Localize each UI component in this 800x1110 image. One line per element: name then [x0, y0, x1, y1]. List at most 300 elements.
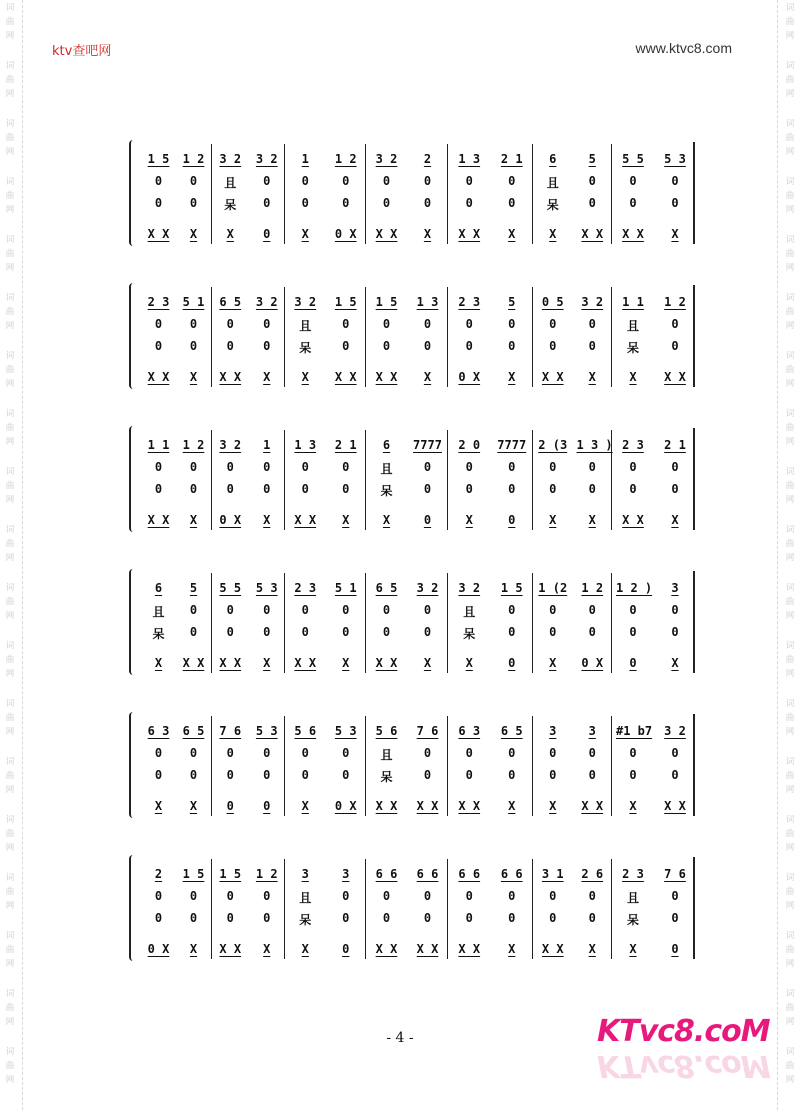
watermark-glyph: 曲: [5, 945, 15, 955]
notation-cell: 0 X: [458, 370, 481, 384]
notation-cell: 3: [342, 867, 350, 881]
notation-cell: 1 2: [334, 152, 357, 166]
notation-cell: 0: [189, 603, 198, 617]
notation-cell: 2 3: [622, 438, 644, 452]
notation-cell: 0: [508, 513, 516, 527]
notation-cell: X X: [375, 656, 398, 670]
notation-cell: 5 5: [622, 152, 644, 166]
notation-cell: 0: [629, 174, 637, 188]
site-name-header: ktv查吧网: [52, 44, 112, 59]
notation-cell: 0: [588, 317, 596, 331]
system-brace: [129, 426, 137, 532]
notation-cell: 呆: [299, 913, 312, 927]
watermark-glyph: 网: [785, 1075, 795, 1085]
notation-cell: 1 1: [622, 295, 644, 309]
measure: [211, 859, 285, 959]
measure: [284, 287, 366, 387]
notation-cell: 7 6: [416, 724, 439, 738]
notation-cell: 0: [189, 482, 198, 496]
notation-cell: X X: [416, 942, 439, 956]
notation-cell: 0: [423, 317, 432, 331]
notation-cell: 0: [423, 746, 432, 760]
watermark-glyph: 曲: [5, 1003, 15, 1013]
notation-cell: 0: [154, 889, 163, 903]
notation-cell: 0: [508, 339, 516, 353]
notation-cell: 0: [189, 196, 198, 210]
notation-cell: 0: [588, 625, 596, 639]
notation-cell: 0: [263, 889, 271, 903]
system-end-barline: [693, 714, 695, 816]
watermark-glyph: 词: [785, 641, 795, 651]
measure: [365, 573, 448, 673]
notation-cell: 0: [671, 339, 679, 353]
notation-cell: 0: [301, 625, 309, 639]
notation-cell: X X: [664, 799, 686, 813]
notation-cell: 0: [226, 317, 234, 331]
notation-cell: 1 3: [458, 152, 481, 166]
notation-cell: 0: [301, 603, 309, 617]
notation-cell: 呆: [299, 341, 312, 355]
notation-cell: 0: [508, 482, 516, 496]
watermark-glyph: 词: [5, 641, 15, 651]
notation-cell: 0: [263, 799, 271, 813]
watermark-glyph: 曲: [785, 597, 795, 607]
notation-cell: 3: [588, 724, 596, 738]
notation-cell: 0: [154, 482, 163, 496]
notation-cell: X: [301, 799, 309, 813]
watermark-glyph: 曲: [5, 481, 15, 491]
watermark-glyph: 曲: [785, 133, 795, 143]
notation-cell: 1 5: [182, 867, 205, 881]
notation-cell: 0: [189, 768, 198, 782]
notation-cell: 0: [465, 196, 473, 210]
watermark-glyph: 词: [785, 3, 795, 13]
system-brace: [129, 855, 137, 961]
measure: [532, 287, 612, 387]
measure: [211, 144, 285, 244]
score-system: [129, 712, 695, 818]
notation-cell: X: [508, 942, 516, 956]
notation-cell: 1 (2: [538, 581, 568, 595]
notation-cell: X: [588, 942, 596, 956]
notation-cell: X: [671, 656, 679, 670]
notation-cell: 0: [671, 196, 679, 210]
notation-cell: 0: [189, 317, 198, 331]
notation-cell: 0: [342, 889, 350, 903]
watermark-glyph: 网: [785, 843, 795, 853]
page-number: - 4 -: [386, 1030, 414, 1046]
watermark-glyph: 曲: [5, 829, 15, 839]
notation-cell: 0: [671, 482, 679, 496]
watermark-glyph: 网: [5, 147, 15, 157]
notation-cell: 0: [226, 625, 234, 639]
notation-cell: 0: [423, 513, 432, 527]
notation-cell: 3 2: [581, 295, 604, 309]
measure: [284, 430, 366, 530]
watermark-glyph: 网: [5, 959, 15, 969]
notation-cell: 5 1: [334, 581, 357, 595]
notation-cell: 0: [549, 746, 557, 760]
notation-cell: 0: [382, 174, 391, 188]
measure: [365, 430, 448, 530]
notation-cell: 1 5: [147, 152, 170, 166]
notation-cell: 0: [301, 482, 309, 496]
measure: [365, 144, 448, 244]
watermark-glyph: 词: [5, 409, 15, 419]
notation-cell: 3 2: [375, 152, 398, 166]
notation-cell: 0: [226, 482, 234, 496]
watermark-glyph: 网: [785, 437, 795, 447]
notation-cell: 3: [301, 867, 309, 881]
watermark-glyph: 网: [785, 611, 795, 621]
notation-cell: 0: [342, 625, 350, 639]
measure: [211, 573, 285, 673]
notation-cell: 3: [549, 724, 557, 738]
notation-cell: X X: [458, 227, 481, 241]
measure: [284, 716, 366, 816]
notation-cell: 1 1: [147, 438, 170, 452]
notation-cell: 0: [226, 339, 234, 353]
notation-cell: 0 5: [541, 295, 564, 309]
watermark-glyph: 词: [785, 61, 795, 71]
measure: [141, 430, 211, 530]
watermark-glyph: 网: [5, 727, 15, 737]
notation-cell: 6: [382, 438, 391, 452]
score-system: [129, 283, 695, 389]
notation-cell: 0: [423, 482, 432, 496]
measure: [532, 716, 612, 816]
notation-cell: 0: [382, 625, 391, 639]
notation-cell: 0: [342, 603, 350, 617]
notation-cell: 1: [301, 152, 309, 166]
notation-cell: 0: [465, 768, 473, 782]
notation-cell: 2 1: [664, 438, 686, 452]
ktvc8-logo-reflection: KTvc8.coM: [597, 1048, 770, 1083]
notation-cell: 7777: [413, 438, 442, 452]
measure: [211, 716, 285, 816]
system-brace: [129, 283, 137, 389]
watermark-glyph: 词: [5, 293, 15, 303]
watermark-glyph: 曲: [785, 249, 795, 259]
notation-cell: 0: [508, 911, 516, 925]
notation-cell: 0: [465, 317, 473, 331]
notation-cell: 0: [465, 174, 473, 188]
watermark-glyph: 词: [5, 235, 15, 245]
notation-cell: 1 5: [334, 295, 357, 309]
measure: [447, 716, 533, 816]
measure: [141, 573, 211, 673]
notation-cell: 且: [380, 462, 393, 476]
notation-cell: 1 2: [581, 581, 604, 595]
notation-cell: 0: [342, 174, 350, 188]
watermark-glyph: 网: [5, 553, 15, 563]
notation-cell: X: [342, 656, 350, 670]
notation-cell: 0: [508, 460, 516, 474]
notation-cell: X: [549, 227, 557, 241]
notation-cell: X X: [541, 942, 564, 956]
notation-cell: 0: [629, 768, 637, 782]
system-end-barline: [693, 571, 695, 673]
notation-cell: X: [629, 942, 637, 956]
notation-cell: 5: [508, 295, 516, 309]
notation-cell: 0: [549, 911, 557, 925]
watermark-glyph: 网: [5, 669, 15, 679]
watermark-glyph: 曲: [5, 249, 15, 259]
notation-cell: 3 2: [458, 581, 481, 595]
notation-cell: X: [263, 942, 271, 956]
notation-cell: 2: [423, 152, 432, 166]
notation-cell: X: [301, 370, 309, 384]
notation-cell: 1 3: [416, 295, 439, 309]
watermark-glyph: 网: [5, 843, 15, 853]
notation-cell: X X: [294, 656, 317, 670]
notation-cell: 0: [508, 317, 516, 331]
watermark-glyph: 词: [5, 583, 15, 593]
notation-cell: 2 1: [334, 438, 357, 452]
notation-cell: 1 5: [500, 581, 523, 595]
notation-cell: 0: [342, 339, 350, 353]
notation-cell: X: [342, 513, 350, 527]
notation-cell: 0: [629, 746, 637, 760]
notation-cell: 且: [152, 605, 165, 619]
notation-cell: 2 3: [147, 295, 170, 309]
watermark-glyph: 网: [5, 321, 15, 331]
notation-cell: X: [549, 513, 557, 527]
notation-cell: 呆: [626, 913, 639, 927]
watermark-glyph: 曲: [785, 191, 795, 201]
notation-cell: 0: [226, 911, 234, 925]
notation-cell: 5 6: [375, 724, 398, 738]
watermark-glyph: 网: [5, 1017, 15, 1027]
measure: [365, 716, 448, 816]
system-end-barline: [693, 428, 695, 530]
notation-cell: 0: [154, 460, 163, 474]
notation-cell: 0: [549, 317, 557, 331]
notation-cell: 0: [671, 942, 679, 956]
notation-cell: 0: [508, 656, 516, 670]
notation-cell: 0: [154, 746, 163, 760]
system-brace: [129, 569, 137, 675]
notation-cell: 0: [465, 889, 473, 903]
watermark-glyph: 网: [5, 611, 15, 621]
notation-cell: 0: [263, 317, 271, 331]
notation-cell: 0: [263, 625, 271, 639]
notation-cell: X: [382, 513, 391, 527]
watermark-glyph: 网: [785, 321, 795, 331]
measure: [211, 287, 285, 387]
measure: [611, 716, 696, 816]
measure: [611, 430, 696, 530]
watermark-glyph: 词: [5, 119, 15, 129]
notation-cell: 0: [342, 942, 350, 956]
notation-cell: X X: [622, 227, 644, 241]
notation-cell: X X: [219, 656, 242, 670]
watermark-glyph: 网: [5, 1075, 15, 1085]
watermark-glyph: 网: [785, 901, 795, 911]
watermark-glyph: 曲: [5, 365, 15, 375]
notation-cell: 3 2: [255, 295, 278, 309]
system-brace: [129, 140, 137, 246]
notation-cell: 0: [671, 889, 679, 903]
notation-cell: 且: [299, 891, 312, 905]
notation-cell: 0: [263, 603, 271, 617]
watermark-glyph: 曲: [785, 17, 795, 27]
watermark-glyph: 曲: [785, 945, 795, 955]
watermark-glyph: 网: [5, 89, 15, 99]
notation-cell: 0: [382, 889, 391, 903]
notation-cell: 3 1: [541, 867, 564, 881]
notation-cell: 0: [588, 603, 596, 617]
notation-cell: 0: [263, 227, 271, 241]
notation-cell: 2 0: [458, 438, 481, 452]
watermark-glyph: 词: [785, 931, 795, 941]
notation-cell: 呆: [224, 198, 237, 212]
notation-cell: 0 X: [334, 799, 357, 813]
notation-cell: 0 X: [334, 227, 357, 241]
notation-cell: 呆: [380, 484, 393, 498]
watermark-glyph: 词: [5, 351, 15, 361]
measure: [611, 287, 696, 387]
notation-cell: 0: [226, 460, 234, 474]
notation-cell: 0: [342, 317, 350, 331]
watermark-glyph: 曲: [5, 307, 15, 317]
notation-cell: 6: [549, 152, 557, 166]
watermark-glyph: 网: [5, 205, 15, 215]
notation-cell: X: [588, 370, 596, 384]
notation-cell: 3 2: [219, 152, 242, 166]
watermark-glyph: 词: [785, 989, 795, 999]
watermark-glyph: 网: [5, 495, 15, 505]
watermark-glyph: 曲: [785, 307, 795, 317]
watermark-glyph: 词: [5, 699, 15, 709]
score-system: [129, 426, 695, 532]
notation-cell: 0: [263, 746, 271, 760]
notation-cell: X: [508, 227, 516, 241]
notation-cell: 0: [588, 174, 596, 188]
watermark-glyph: 词: [785, 467, 795, 477]
notation-cell: 0: [423, 889, 432, 903]
watermark-glyph: 网: [785, 553, 795, 563]
notation-cell: 5 3: [664, 152, 686, 166]
watermark-glyph: 曲: [785, 771, 795, 781]
notation-cell: 0: [588, 768, 596, 782]
watermark-glyph: 词: [785, 1047, 795, 1057]
notation-cell: X X: [375, 227, 398, 241]
notation-cell: 0: [508, 603, 516, 617]
watermark-glyph: 曲: [5, 423, 15, 433]
notation-cell: X: [549, 656, 557, 670]
watermark-glyph: 网: [785, 727, 795, 737]
notation-cell: 0: [549, 339, 557, 353]
watermark-glyph: 曲: [785, 481, 795, 491]
notation-cell: 3 2: [294, 295, 317, 309]
measure: [141, 716, 211, 816]
notation-cell: X X: [416, 799, 439, 813]
notation-cell: X X: [147, 370, 170, 384]
watermark-glyph: 网: [5, 379, 15, 389]
measure: [611, 859, 696, 959]
measure: [284, 859, 366, 959]
notation-cell: 7 6: [664, 867, 686, 881]
watermark-glyph: 曲: [5, 539, 15, 549]
notation-cell: 3 2: [416, 581, 439, 595]
ktvc8-logo: [597, 1014, 770, 1049]
notation-cell: X X: [541, 370, 564, 384]
watermark-glyph: 词: [5, 3, 15, 13]
notation-cell: X X: [219, 942, 242, 956]
notation-cell: 6 6: [416, 867, 439, 881]
measure: [447, 859, 533, 959]
notation-cell: 呆: [626, 341, 639, 355]
notation-cell: X: [263, 513, 271, 527]
notation-cell: 0: [423, 768, 432, 782]
watermark-glyph: 网: [785, 205, 795, 215]
notation-cell: 0: [263, 460, 271, 474]
notation-cell: 5 3: [255, 724, 278, 738]
notation-cell: 0: [342, 768, 350, 782]
notation-cell: 0: [465, 911, 473, 925]
notation-cell: 0: [226, 799, 234, 813]
notation-cell: X: [189, 513, 198, 527]
notation-cell: 0: [671, 911, 679, 925]
watermark-glyph: 网: [785, 669, 795, 679]
notation-cell: 2 3: [458, 295, 481, 309]
watermark-glyph: 网: [5, 437, 15, 447]
notation-cell: 0: [226, 746, 234, 760]
notation-cell: 0: [301, 768, 309, 782]
notation-cell: 0: [382, 339, 391, 353]
measure: [447, 144, 533, 244]
notation-cell: 0: [549, 889, 557, 903]
notation-cell: 6 5: [500, 724, 523, 738]
notation-cell: 0: [301, 460, 309, 474]
watermark-glyph: 曲: [785, 1003, 795, 1013]
notation-cell: 0: [671, 625, 679, 639]
measure: [611, 573, 696, 673]
notation-cell: X X: [622, 513, 644, 527]
notation-cell: 0: [226, 889, 234, 903]
notation-cell: 0 X: [581, 656, 604, 670]
watermark-glyph: 词: [785, 815, 795, 825]
watermark-glyph: 曲: [785, 655, 795, 665]
notation-cell: 0: [226, 768, 234, 782]
notation-cell: X X: [458, 942, 481, 956]
notation-cell: X X: [375, 799, 398, 813]
watermark-glyph: 曲: [785, 1061, 795, 1071]
notation-cell: 0: [508, 196, 516, 210]
watermark-glyph: 词: [785, 119, 795, 129]
notation-cell: 0: [189, 174, 198, 188]
score-system: [129, 569, 695, 675]
notation-cell: X: [154, 799, 163, 813]
watermark-glyph: 曲: [5, 887, 15, 897]
watermark-glyph: 词: [785, 235, 795, 245]
notation-cell: 0: [629, 625, 637, 639]
notation-cell: 1 2: [182, 152, 205, 166]
watermark-glyph: 词: [785, 525, 795, 535]
watermark-glyph: 网: [5, 785, 15, 795]
notation-cell: 1 2 ): [616, 581, 653, 595]
watermark-glyph: 曲: [785, 713, 795, 723]
notation-cell: 0: [382, 317, 391, 331]
watermark-glyph: 网: [5, 263, 15, 273]
measure: [611, 144, 696, 244]
notation-cell: 0: [342, 911, 350, 925]
notation-cell: 0: [382, 603, 391, 617]
notation-cell: 0: [549, 625, 557, 639]
notation-cell: X: [549, 799, 557, 813]
notation-cell: 0: [382, 911, 391, 925]
